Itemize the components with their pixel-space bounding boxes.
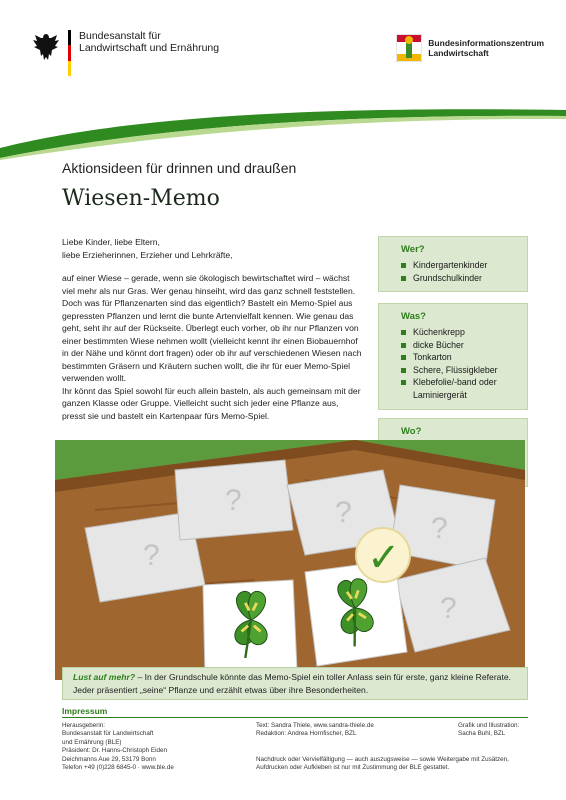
green-swoosh (0, 100, 566, 160)
check-badge (356, 528, 410, 582)
impressum-publisher (62, 722, 252, 772)
impressum-copyright (256, 756, 536, 773)
impressum-line: Grafik und Illustration: (458, 722, 520, 729)
ble-logo (30, 30, 219, 76)
card-question-mark: ? (143, 539, 160, 572)
impressum-line: Deichmanns Aue 29, 53179 Bonn (62, 755, 156, 763)
kicker: Aktionsideen für drinnen und draußen (62, 160, 297, 176)
german-flag-bar (68, 30, 71, 76)
intro-paragraph-1: auf einer Wiese – gerade, wenn sie ökologisch bewirtschaftet wird – wächst viel mehr als nur Gras. Wer genau hinseiht, wird das ganz schnell feststellen. Doch was für Pflanzenarten sind das eigentlich? Bastelt ein Memo-Spiel aus gepressten Pflanzen und lernt die bunte Artenvielfalt kennen. Wie genau das geht, seht ihr auf der Rückseite. Überlegt euch vorher, ob ihr nur Pflanzen von einer bestimmten Wiese nehmen wollt (vielleicht kennt ihr einen Biobauernhof in der Nähe und könnt dort fragen) oder ob ihr auf verschiedenen Wiesen nach bestimmten Gräsern und Kräutern suchen wollt, die ihr für euer Memo-Spiel verwenden wollt. (62, 273, 362, 383)
list-item: Tonkarton (401, 351, 517, 364)
bzl-logo (396, 34, 544, 62)
box-wo-heading: Wo? (401, 426, 422, 437)
impressum-line: Telefon +49 (0)228 6845-0 · www.ble.de (62, 764, 174, 772)
impressum-line: Präsident: Dr. Hanns-Christoph Eiden (62, 747, 167, 755)
memo-cards-illustration (55, 440, 525, 680)
box-wer (378, 236, 528, 292)
list-item: Schere, Flüssigkleber (401, 364, 517, 377)
ministry-line-1: Bundesanstalt für (79, 30, 161, 42)
impressum-line: Text: Sandra Thiele, www.sandra-thiele.de (256, 722, 374, 729)
impressum-heading: Impressum (62, 706, 108, 716)
impressum-line: Herausgeberin: (62, 722, 106, 729)
lust-text: – In der Grundschule könnte das Memo-Spiel ein toller Anlass sein für erste, ganz kleine Referate. Jeder präsentiert „seine“ Pflanze und erzählt etwas über ihre Besonderheiten. (73, 672, 512, 695)
impressum-line: Aufdrucken oder Aufkleben ist nur mit Zustimmung der BLE gestattet. (256, 764, 450, 772)
impressum-line: Nachdruck oder Vervielfältigung — auch auszugsweise — sowie Weitergabe mit Zusätzen, (256, 756, 509, 763)
impressum-credits (256, 722, 456, 739)
salutation-1: Liebe Kinder, liebe Eltern, (62, 237, 160, 247)
intro-text (62, 236, 362, 422)
card-question-mark: ? (335, 496, 352, 529)
salutation-2: liebe Erzieherinnen, Erzieher und Lehrkräfte, (62, 249, 233, 260)
check-icon: ✓ (367, 535, 401, 581)
ministry-line-2: Landwirtschaft und Ernährung (79, 42, 220, 54)
impressum-divider (62, 717, 528, 718)
memo-card (175, 460, 293, 540)
box-was-heading: Was? (401, 311, 426, 322)
card-question-mark: ? (440, 592, 457, 625)
impressum-line: und Ernährung (BLE) (62, 738, 122, 746)
memo-card-clover (203, 580, 297, 675)
list-item: Grundschulkinder (401, 272, 517, 285)
impressum-line: Bundesanstalt für Landwirtschaft (62, 730, 154, 738)
eagle-icon (30, 30, 62, 64)
card-question-mark: ? (225, 484, 242, 517)
box-was (378, 303, 528, 410)
lust-lead: Lust auf mehr? (73, 672, 136, 682)
impressum-graphics (458, 722, 538, 739)
bzl-line-1: Bundesinformationszentrum (428, 38, 544, 48)
bzl-emblem-icon (396, 34, 422, 62)
box-wer-heading: Wer? (401, 244, 425, 255)
page-title: Wiesen-Memo (62, 186, 220, 211)
intro-paragraph-2: Ihr könnt das Spiel sowohl für euch allein basteln, als auch gemeinsam mit der ganzen Klasse oder Gruppe. Vielleicht sucht sich jeder eine Pflanze aus, presst sie und bastelt ein Kartenpaar fürs Memo-Spiel. (62, 385, 361, 421)
impressum-line: Sacha Buhl, BZL (458, 730, 506, 738)
list-item: Küchenkrepp (401, 326, 517, 339)
bzl-line-2: Landwirtschaft (428, 48, 489, 58)
list-item: Kindergartenkinder (401, 259, 517, 272)
impressum-line: Redaktion: Andrea Hornfischer, BZL (256, 730, 357, 738)
card-question-mark: ? (431, 512, 448, 545)
lust-auf-mehr-box (62, 667, 528, 700)
list-item: Klebefolie/-band oder Laminiergerät (401, 376, 517, 401)
list-item: dicke Bücher (401, 339, 517, 352)
